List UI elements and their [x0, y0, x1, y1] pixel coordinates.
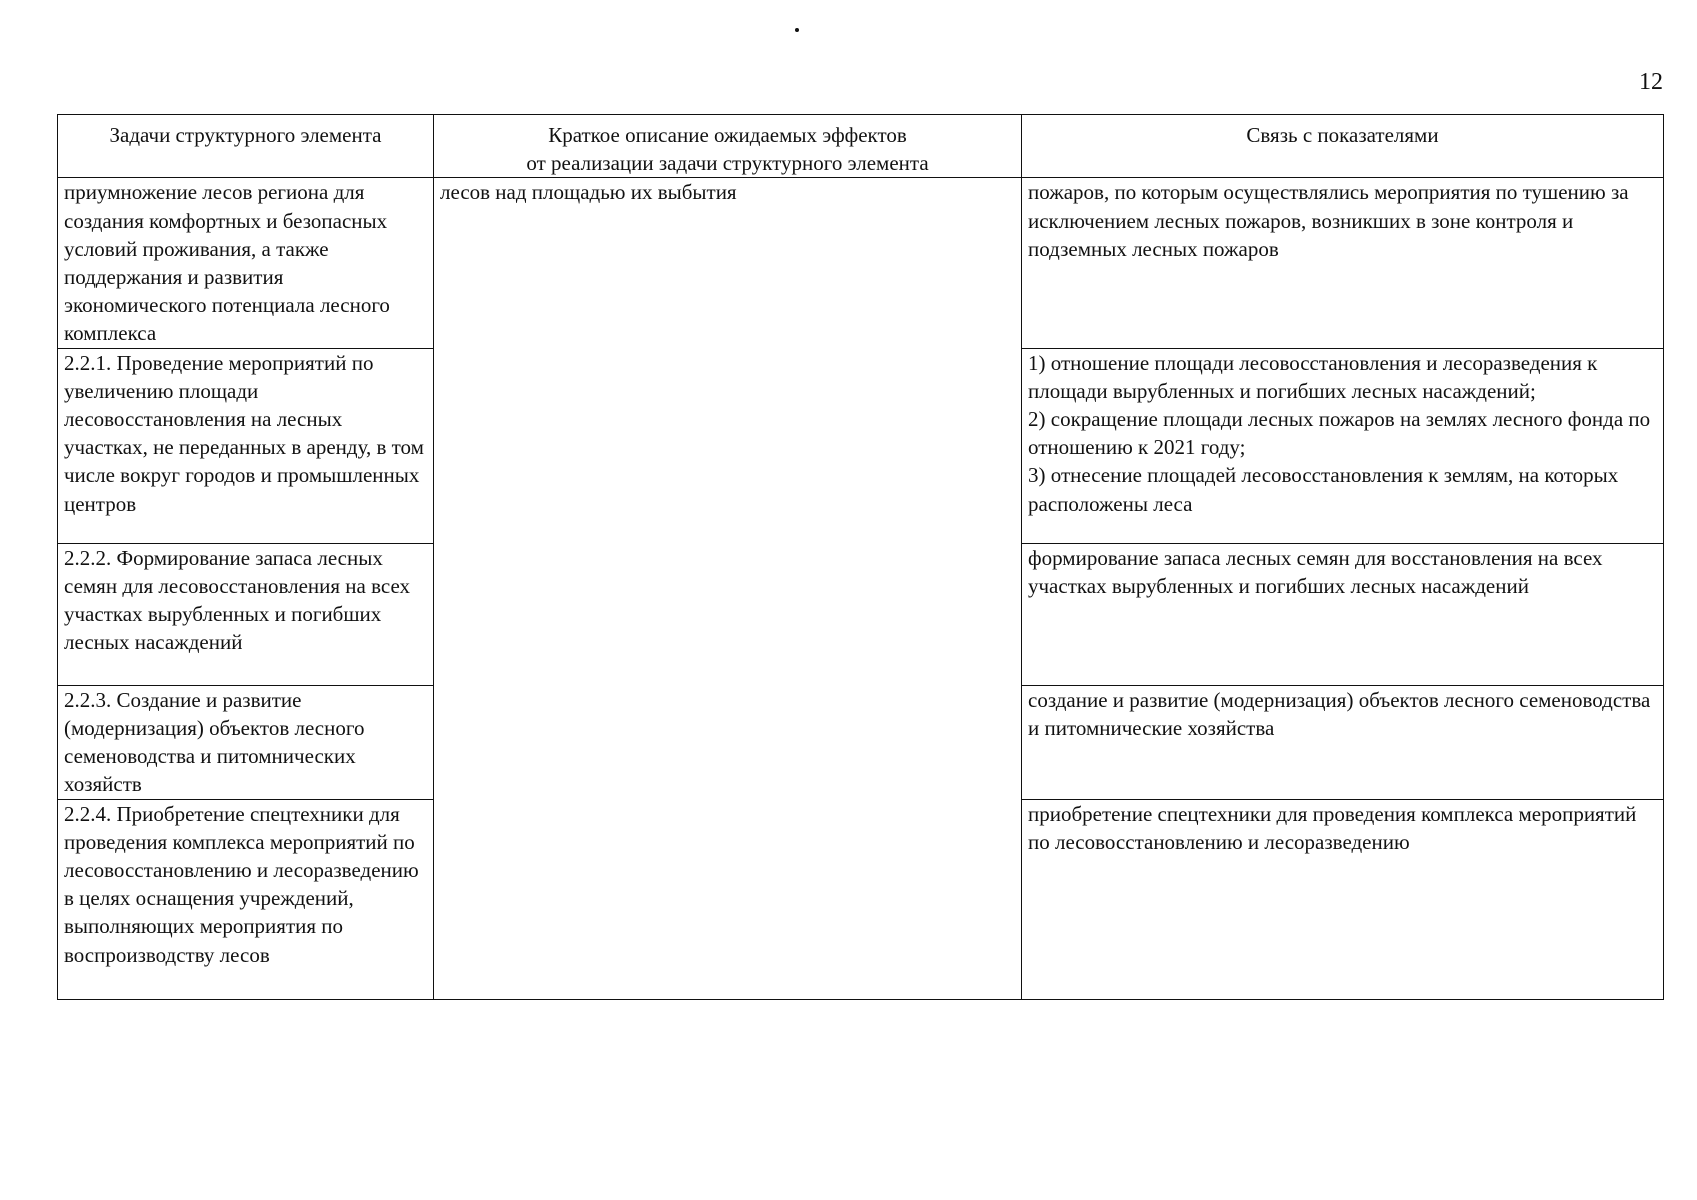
- task-cell: 2.2.1. Проведение мероприятий по увеличению площади лесовосстановления на лесных участках, не переданных в аренду, в том числе вокруг городов и промышленных центров: [58, 348, 434, 543]
- header-tasks-label: Задачи структурного элемента: [109, 123, 382, 147]
- task-cell: 2.2.2. Формирование запаса лесных семян для лесовосстановления на всех участках вырубленных и погибших лесных насаждений: [58, 543, 434, 685]
- task-cell: 2.2.3. Создание и развитие (модернизация) объектов лесного семеноводства и питомнических хозяйств: [58, 685, 434, 799]
- table-header-row: [58, 115, 1664, 178]
- indicator-item: приобретение спецтехники для проведения комплекса мероприятий по лесовосстановлению и лесоразведению: [1028, 801, 1637, 854]
- header-effects: [434, 115, 1022, 178]
- indicator-item: 2) сокращение площади лесных пожаров на землях лесного фонда по отношению к 2021 году;: [1028, 407, 1651, 460]
- scan-dot-mark: [795, 28, 799, 32]
- indicator-item: пожаров, по которым осуществлялись мероприятия по тушению за исключением лесных пожаров, возникших в зоне контроля и подземных лесных пожаров: [1028, 180, 1629, 261]
- indicator-item: 1) отношение площади лесовосстановления и лесоразведения к площади вырубленных и погибших лесных насаждений;: [1028, 350, 1598, 403]
- header-effects-line-2: от реализации задачи структурного элемента: [526, 151, 929, 176]
- header-effects-line-1: Краткое описание ожидаемых эффектов: [548, 123, 907, 147]
- structural-element-table: [57, 114, 1664, 1000]
- indicators-cell: [1022, 178, 1664, 348]
- header-indicators: [1022, 115, 1664, 178]
- effects-cell: лесов над площадью их выбытия: [434, 178, 1022, 999]
- page-number: 12: [1639, 69, 1663, 95]
- task-cell: 2.2.4. Приобретение спецтехники для проведения комплекса мероприятий по лесовосстановлению и лесоразведению в целях оснащения учреждений, выполняющих мероприятия по воспроизводству лесов: [58, 799, 434, 999]
- indicators-cell: [1022, 799, 1664, 999]
- indicator-item: 3) отнесение площадей лесовосстановления к землям, на которых расположены леса: [1028, 463, 1619, 516]
- table-row: [58, 178, 1664, 348]
- indicators-cell: [1022, 543, 1664, 685]
- indicators-cell: [1022, 348, 1664, 543]
- header-tasks: [58, 115, 434, 178]
- indicators-cell: [1022, 685, 1664, 799]
- header-indicators-label: Связь с показателями: [1246, 123, 1439, 147]
- indicator-item: формирование запаса лесных семян для восстановления на всех участках вырубленных и погибших лесных насаждений: [1028, 545, 1603, 598]
- indicator-item: создание и развитие (модернизация) объектов лесного семеноводства и питомнические хозяйства: [1028, 687, 1651, 740]
- task-cell: приумножение лесов региона для создания комфортных и безопасных условий проживания, а также поддержания и развития экономического потенциала лесного комплекса: [58, 178, 434, 348]
